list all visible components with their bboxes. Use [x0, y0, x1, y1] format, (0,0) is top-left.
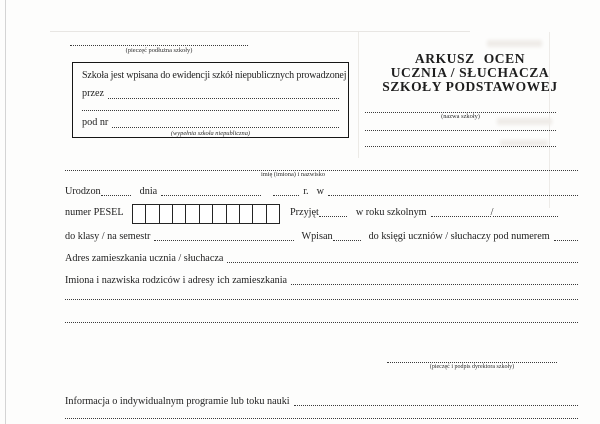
nonpublic-box-przez-row	[82, 87, 339, 100]
pod-nr-label: pod nr	[82, 117, 109, 129]
bottom-write-line	[65, 410, 578, 419]
student-name-write-line	[65, 162, 578, 171]
school-year-write-line	[431, 216, 491, 217]
form-title-line3: SZKOŁY PODSTAWOWEJ	[382, 79, 558, 94]
individual-program-label: Informacja o indywidualnym programie lub toku nauki	[65, 395, 290, 407]
school-year-label: w roku szkolnym	[355, 206, 427, 218]
pesel-cell	[213, 205, 226, 223]
individual-program-write-line	[294, 405, 578, 406]
born-row	[65, 184, 578, 197]
born-suffix-write-line	[101, 195, 131, 196]
born-date-write-line	[161, 195, 261, 196]
pesel-cell	[173, 205, 186, 223]
bleedthrough-vline	[358, 32, 359, 158]
school-name-caption: (nazwa szkoły)	[441, 113, 480, 120]
scan-edge-line	[5, 0, 6, 424]
director-signature-area	[387, 354, 557, 371]
school-year2-write-line	[493, 216, 558, 217]
pesel-cell	[133, 205, 146, 223]
form-title-line2: UCZNIA / SŁUCHACZA	[390, 65, 550, 80]
pesel-cell	[253, 205, 266, 223]
class-write-line	[154, 240, 294, 241]
form-title	[362, 52, 578, 94]
year-separator: /	[490, 206, 494, 218]
school-name-write-line	[365, 104, 556, 113]
address-label: Adres zamieszkania ucznia / słuchacza	[65, 252, 224, 264]
pesel-cell	[267, 205, 279, 223]
pesel-boxes	[132, 204, 280, 224]
stamp-area	[70, 37, 248, 54]
pesel-label: numer PESEL	[65, 207, 124, 218]
bleedthrough-hline	[50, 31, 470, 32]
born-day-label: dnia	[139, 185, 158, 197]
entered-label: Wpisan	[301, 230, 333, 242]
address-row	[65, 251, 578, 264]
director-signature-caption: (pieczęć i podpis dyrektora szkoły)	[429, 364, 515, 370]
school-name-area	[365, 104, 556, 147]
nonpublic-box-podnr-row	[82, 116, 339, 129]
student-name-area	[65, 162, 578, 178]
pesel-cell	[227, 205, 240, 223]
address-write-line	[227, 262, 578, 263]
form-title-line1: ARKUSZ OCEN	[414, 51, 526, 66]
register-number-write-line	[554, 240, 578, 241]
individual-program-row	[65, 394, 578, 407]
born-label: Urodzon	[65, 185, 101, 197]
continuation-write-line	[65, 314, 578, 323]
entered-suffix-write-line	[333, 240, 361, 241]
class-register-row	[65, 229, 578, 242]
nonpublic-box-write-line	[82, 101, 339, 111]
admitted-label: Przyjęt	[290, 206, 319, 218]
parents-label: Imiona i nazwiska rodziców i adresy ich zamieszkania	[65, 274, 288, 286]
student-name-caption: imię (imiona) i nazwisko	[260, 171, 326, 178]
class-label: do klasy / na semestr	[65, 230, 151, 242]
pod-nr-write-line	[112, 127, 339, 128]
przez-label: przez	[82, 88, 105, 100]
bleedthrough-text-smudge	[487, 40, 542, 47]
year-abbrev-label: r.	[303, 185, 309, 197]
school-name-write-line	[365, 131, 556, 147]
przez-write-line	[108, 98, 339, 99]
nonpublic-school-box	[72, 62, 349, 138]
register-label: do księgi uczniów / słuchaczy pod numerem	[368, 230, 550, 242]
director-signature-write-line	[387, 354, 557, 363]
pesel-cell	[240, 205, 253, 223]
nonpublic-box-text: Szkoła jest wpisana do ewidencji szkół niepublicznych prowadzonej	[82, 70, 347, 81]
parents-write-line	[291, 284, 578, 285]
born-year-write-line	[273, 195, 299, 196]
born-in-label: w	[316, 185, 324, 197]
pesel-cell	[146, 205, 159, 223]
pesel-cell	[186, 205, 199, 223]
school-name-write-line	[365, 120, 556, 131]
stamp-caption: (pieczęć podłużna szkoły)	[125, 47, 193, 54]
admitted-suffix-write-line	[319, 216, 347, 217]
pesel-cell	[200, 205, 213, 223]
admitted-row	[290, 205, 558, 218]
parents-row	[65, 273, 578, 286]
continuation-write-line	[65, 291, 578, 300]
stamp-write-line	[70, 37, 248, 46]
pesel-cell	[160, 205, 173, 223]
nonpublic-box-caption: (wypełnia szkoła niepubliczna)	[170, 129, 251, 137]
born-place-write-line	[328, 195, 578, 196]
